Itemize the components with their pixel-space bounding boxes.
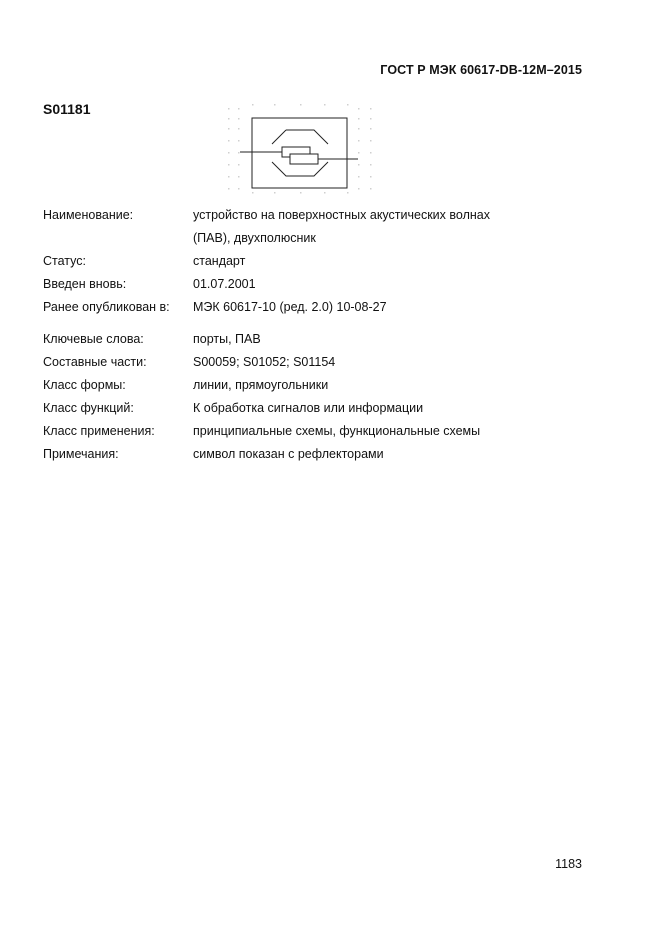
document-header: ГОСТ Р МЭК 60617-DB-12M–2015: [380, 63, 582, 77]
property-row: [43, 250, 603, 273]
page-number: 1183: [555, 857, 582, 871]
property-row: [43, 204, 603, 227]
symbol-code: S01181: [43, 101, 91, 117]
property-value: принципиальные схемы, функциональные схемы: [193, 424, 481, 438]
property-key: Наименование:: [43, 208, 134, 222]
property-value: устройство на поверхностных акустических волнах: [193, 208, 490, 222]
property-value: стандарт: [193, 254, 246, 268]
property-value: МЭК 60617-10 (ред. 2.0) 10-08-27: [193, 300, 387, 314]
saw-two-port-resonator-symbol-icon: [224, 102, 376, 194]
property-key: Класс функций:: [43, 401, 134, 415]
property-row: [43, 397, 603, 420]
property-key: [43, 227, 193, 250]
property-value: К обработка сигналов или информации: [193, 401, 424, 415]
property-row: [43, 273, 603, 296]
property-key: Примечания:: [43, 447, 119, 461]
property-key: Статус:: [43, 254, 86, 268]
property-value: линии, прямоугольники: [193, 378, 329, 392]
property-key: Введен вновь:: [43, 277, 127, 291]
property-value: (ПАВ), двухполюсник: [193, 231, 316, 245]
property-row: [43, 374, 603, 397]
property-value: S00059; S01052; S01154: [193, 355, 336, 369]
property-row: [43, 420, 603, 443]
property-row: [43, 443, 603, 466]
properties-table: [43, 204, 603, 466]
property-key: Ключевые слова:: [43, 332, 144, 346]
property-row: [43, 227, 603, 250]
property-key: Класс применения:: [43, 424, 155, 438]
property-key: Ранее опубликован в:: [43, 300, 170, 314]
property-row: [43, 328, 603, 351]
property-key: Класс формы:: [43, 378, 126, 392]
property-value: 01.07.2001: [193, 277, 256, 291]
property-row: [43, 296, 603, 319]
property-value: порты, ПАВ: [193, 332, 261, 346]
property-key: Составные части:: [43, 355, 147, 369]
property-row: [43, 351, 603, 374]
property-value: символ показан с рефлекторами: [193, 447, 384, 461]
